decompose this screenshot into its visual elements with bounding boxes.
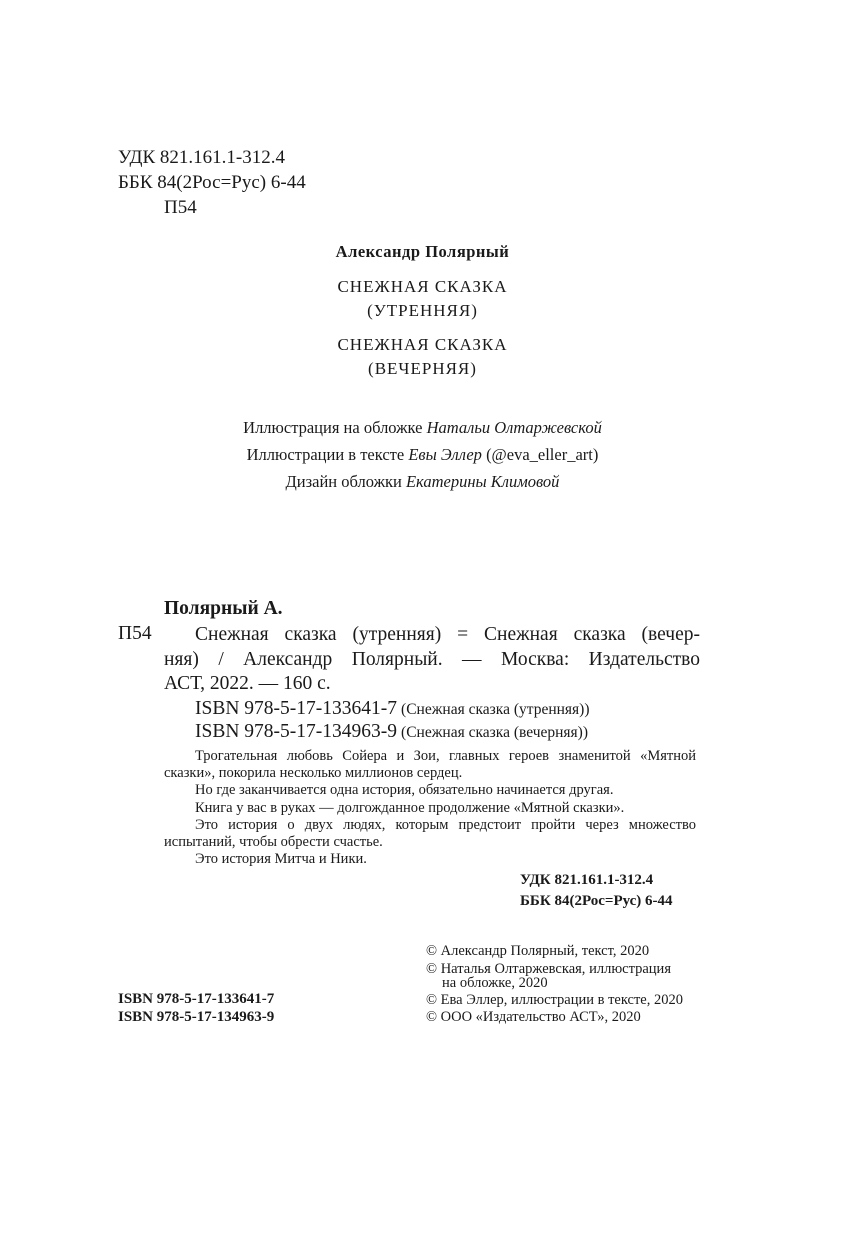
credit-extra: (@eva_eller_art)	[486, 445, 599, 464]
annotation-paragraph: Книга у вас в руках — долгожданное продолжение «Мятной сказки».	[195, 799, 625, 816]
annotation	[164, 748, 696, 868]
biblio-line: Снежная сказка (утренняя) = Снежная сказка (вечер-	[195, 624, 700, 645]
copyright-author: © Александр Полярный, текст, 2020	[426, 943, 650, 959]
biblio-line: няя) / Александр Полярный. — Москва: Издательство	[164, 648, 700, 670]
biblio-isbn-2	[195, 721, 588, 743]
copyright-text-illustrations: © Ева Эллер, иллюстрации в тексте, 2020	[426, 992, 683, 1008]
title-2-line-1: СНЕЖНАЯ СКАЗКА	[337, 335, 508, 354]
credit-label: Дизайн обложки	[285, 472, 402, 491]
annotation-paragraph: Но где заканчивается одна история, обязательно начинается другая.	[195, 782, 614, 799]
credit-cover-illustration	[0, 418, 845, 438]
isbn-number: ISBN 978-5-17-134963-9	[195, 721, 398, 742]
bbk-code: ББК 84(2Рос=Рус) 6-44	[118, 172, 306, 193]
credit-label: Иллюстрация на обложке	[243, 418, 423, 437]
bbk-code-bottom: ББК 84(2Рос=Рус) 6-44	[520, 893, 673, 909]
title-2-line-2: (ВЕЧЕРНЯЯ)	[368, 359, 477, 378]
udk-code: УДК 821.161.1-312.4	[118, 147, 285, 168]
credit-cover-design	[0, 472, 845, 492]
author-mark: П54	[164, 197, 197, 218]
credit-text-illustrations	[0, 445, 845, 465]
isbn-note: (Снежная сказка (утренняя))	[401, 701, 590, 718]
title-1-line-1: СНЕЖНАЯ СКАЗКА	[337, 277, 508, 296]
annotation-paragraph: Трогательная любовь Сойера и Зои, главных героев знаменитой «Мятной сказки», покорила несколько миллионов сердец.	[164, 748, 696, 782]
credit-name: Екатерины Климовой	[405, 472, 560, 491]
copyright-cover-illustration-cont: на обложке, 2020	[442, 975, 548, 991]
title-1-line-2: (УТРЕННЯЯ)	[367, 301, 478, 320]
isbn-bottom-1: ISBN 978-5-17-133641-7	[118, 991, 275, 1007]
credit-name: Натальи Олтаржевской	[426, 418, 602, 437]
credit-name: Евы Эллер	[408, 445, 482, 464]
biblio-author-mark: П54	[118, 623, 152, 644]
credit-label: Иллюстрации в тексте	[246, 445, 405, 464]
udk-code-bottom: УДК 821.161.1-312.4	[520, 872, 654, 888]
isbn-bottom-2: ISBN 978-5-17-134963-9	[118, 1009, 275, 1025]
annotation-paragraph: Это история Митча и Ники.	[195, 851, 367, 868]
biblio-isbn-1	[195, 698, 590, 720]
annotation-paragraph: Это история о двух людях, которым предстоит пройти через множество испытаний, чтобы обрести счастье.	[164, 816, 696, 851]
copyright-publisher: © ООО «Издательство АСТ», 2020	[426, 1009, 641, 1025]
isbn-note: (Снежная сказка (вечерняя))	[401, 724, 589, 741]
biblio-line: АСТ, 2022. — 160 с.	[164, 673, 331, 694]
isbn-number: ISBN 978-5-17-133641-7	[195, 698, 398, 719]
copyright-cover-illustration: © Наталья Олтаржевская, иллюстрация	[426, 961, 671, 977]
biblio-author-heading: Полярный А.	[164, 598, 283, 619]
biblio-description	[164, 623, 700, 697]
book-author: Александр Полярный	[335, 242, 510, 261]
